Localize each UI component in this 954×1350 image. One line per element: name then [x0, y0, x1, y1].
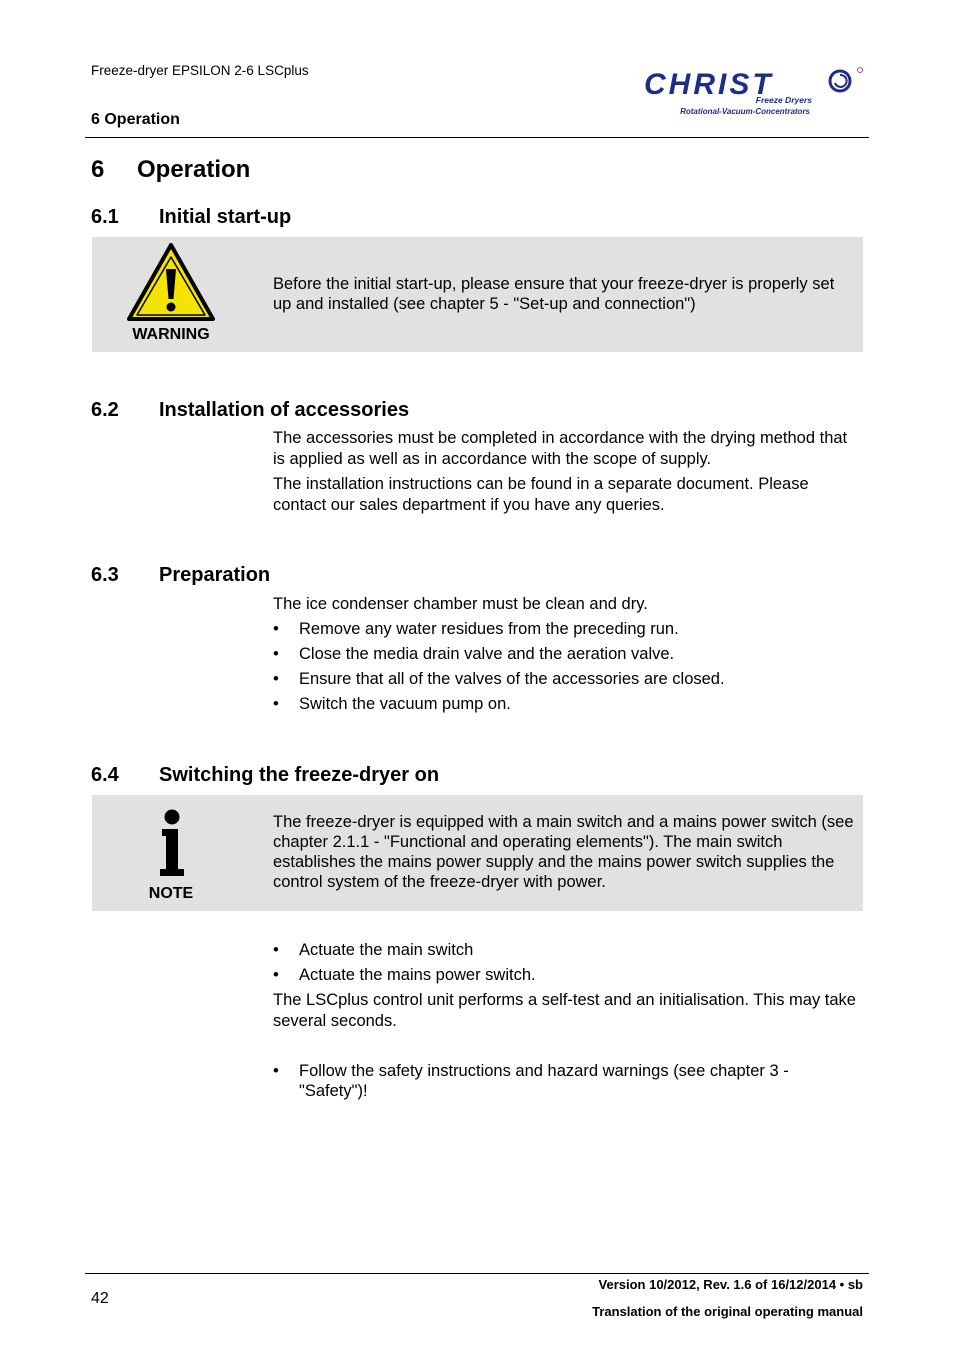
christ-logo: [640, 60, 866, 122]
section-title: Initial start-up: [159, 206, 292, 228]
document-title: Freeze-dryer EPSILON 2-6 LSCplus: [91, 63, 309, 78]
list-item-text: Actuate the main switch: [299, 941, 474, 959]
header-rule: [85, 137, 869, 138]
list-item-text: Remove any water residues from the preceding run.: [299, 620, 679, 638]
logo-line1: Freeze Dryers: [755, 95, 812, 105]
list-item-text: Actuate the mains power switch.: [299, 966, 536, 984]
list-item: [273, 940, 863, 960]
bullet-icon: •: [273, 1062, 279, 1080]
list-item: [273, 694, 863, 714]
chapter-title: Operation: [137, 156, 251, 183]
bullet-icon: •: [273, 670, 279, 688]
paragraph: The LSCplus control unit performs a self-test and an initialisation. This may take several seconds.: [273, 991, 856, 1030]
note-label: NOTE: [148, 885, 194, 902]
section-title: Preparation: [159, 564, 271, 586]
list-item-text: Ensure that all of the valves of the accessories are closed.: [299, 670, 725, 688]
section-title: Installation of accessories: [159, 399, 410, 421]
section-number: 6.1: [91, 206, 119, 228]
section-number: 6.3: [91, 564, 119, 586]
warning-label: WARNING: [132, 326, 210, 343]
list-item-text: Close the media drain valve and the aeration valve.: [299, 645, 675, 663]
warning-callout: [92, 237, 863, 352]
footer-rule: [85, 1273, 869, 1274]
paragraph: The installation instructions can be found in a separate document. Please contact our sales department if you have any queries.: [273, 475, 809, 514]
list-item-text: Follow the safety instructions and hazard warnings (see chapter 3 - "Safety")!: [299, 1062, 789, 1100]
paragraph: The accessories must be completed in accordance with the drying method that is applied as well as in accordance with the scope of supply.: [273, 429, 848, 468]
warning-triangle-icon: [125, 241, 217, 323]
logo-brand: CHRIST: [644, 68, 774, 101]
bullet-icon: •: [273, 645, 279, 663]
warning-text: Before the initial start-up, please ensure that your freeze-dryer is properly set up and installed (see chapter 5 - "Set-up and connection"): [273, 275, 835, 313]
note-text: The freeze-dryer is equipped with a main switch and a mains power switch (see chapter 2.1.1 - "Functional and operating elements"). The main switch establishes the mains power supply and the mains power switch supplies the control system of the freeze-dryer with power.: [273, 813, 854, 891]
info-icon: [158, 809, 188, 877]
paragraph: The ice condenser chamber must be clean and dry.: [273, 595, 648, 613]
chapter-heading: [91, 156, 250, 184]
section-number: 6.4: [91, 764, 119, 786]
bullet-icon: •: [273, 941, 279, 959]
bullet-icon: •: [273, 966, 279, 984]
section-title: Switching the freeze-dryer on: [159, 764, 440, 786]
list-item: [273, 619, 863, 639]
bullet-icon: •: [273, 620, 279, 638]
section-heading-6-2: [91, 399, 409, 422]
section-heading-6-4: [91, 764, 439, 787]
logo-line2: Rotational-Vacuum-Concentrators: [680, 107, 810, 116]
list-item: [273, 1061, 833, 1101]
list-item: [273, 669, 863, 689]
list-item: [273, 644, 863, 664]
bullet-icon: •: [273, 695, 279, 713]
section-heading-6-3: [91, 564, 270, 587]
list-item: [273, 965, 863, 985]
section-number: 6.2: [91, 399, 119, 421]
section-heading-6-1: [91, 206, 291, 229]
running-chapter-label: 6 Operation: [91, 111, 180, 128]
version-info: Version 10/2012, Rev. 1.6 of 16/12/2014 • sb: [598, 1277, 863, 1292]
list-item-text: Switch the vacuum pump on.: [299, 695, 511, 713]
chapter-number: 6: [91, 156, 105, 183]
page-number: 42: [91, 1290, 109, 1307]
translation-note: Translation of the original operating manual: [592, 1304, 863, 1319]
registered-mark-icon: [858, 68, 863, 73]
note-callout: [92, 795, 863, 911]
